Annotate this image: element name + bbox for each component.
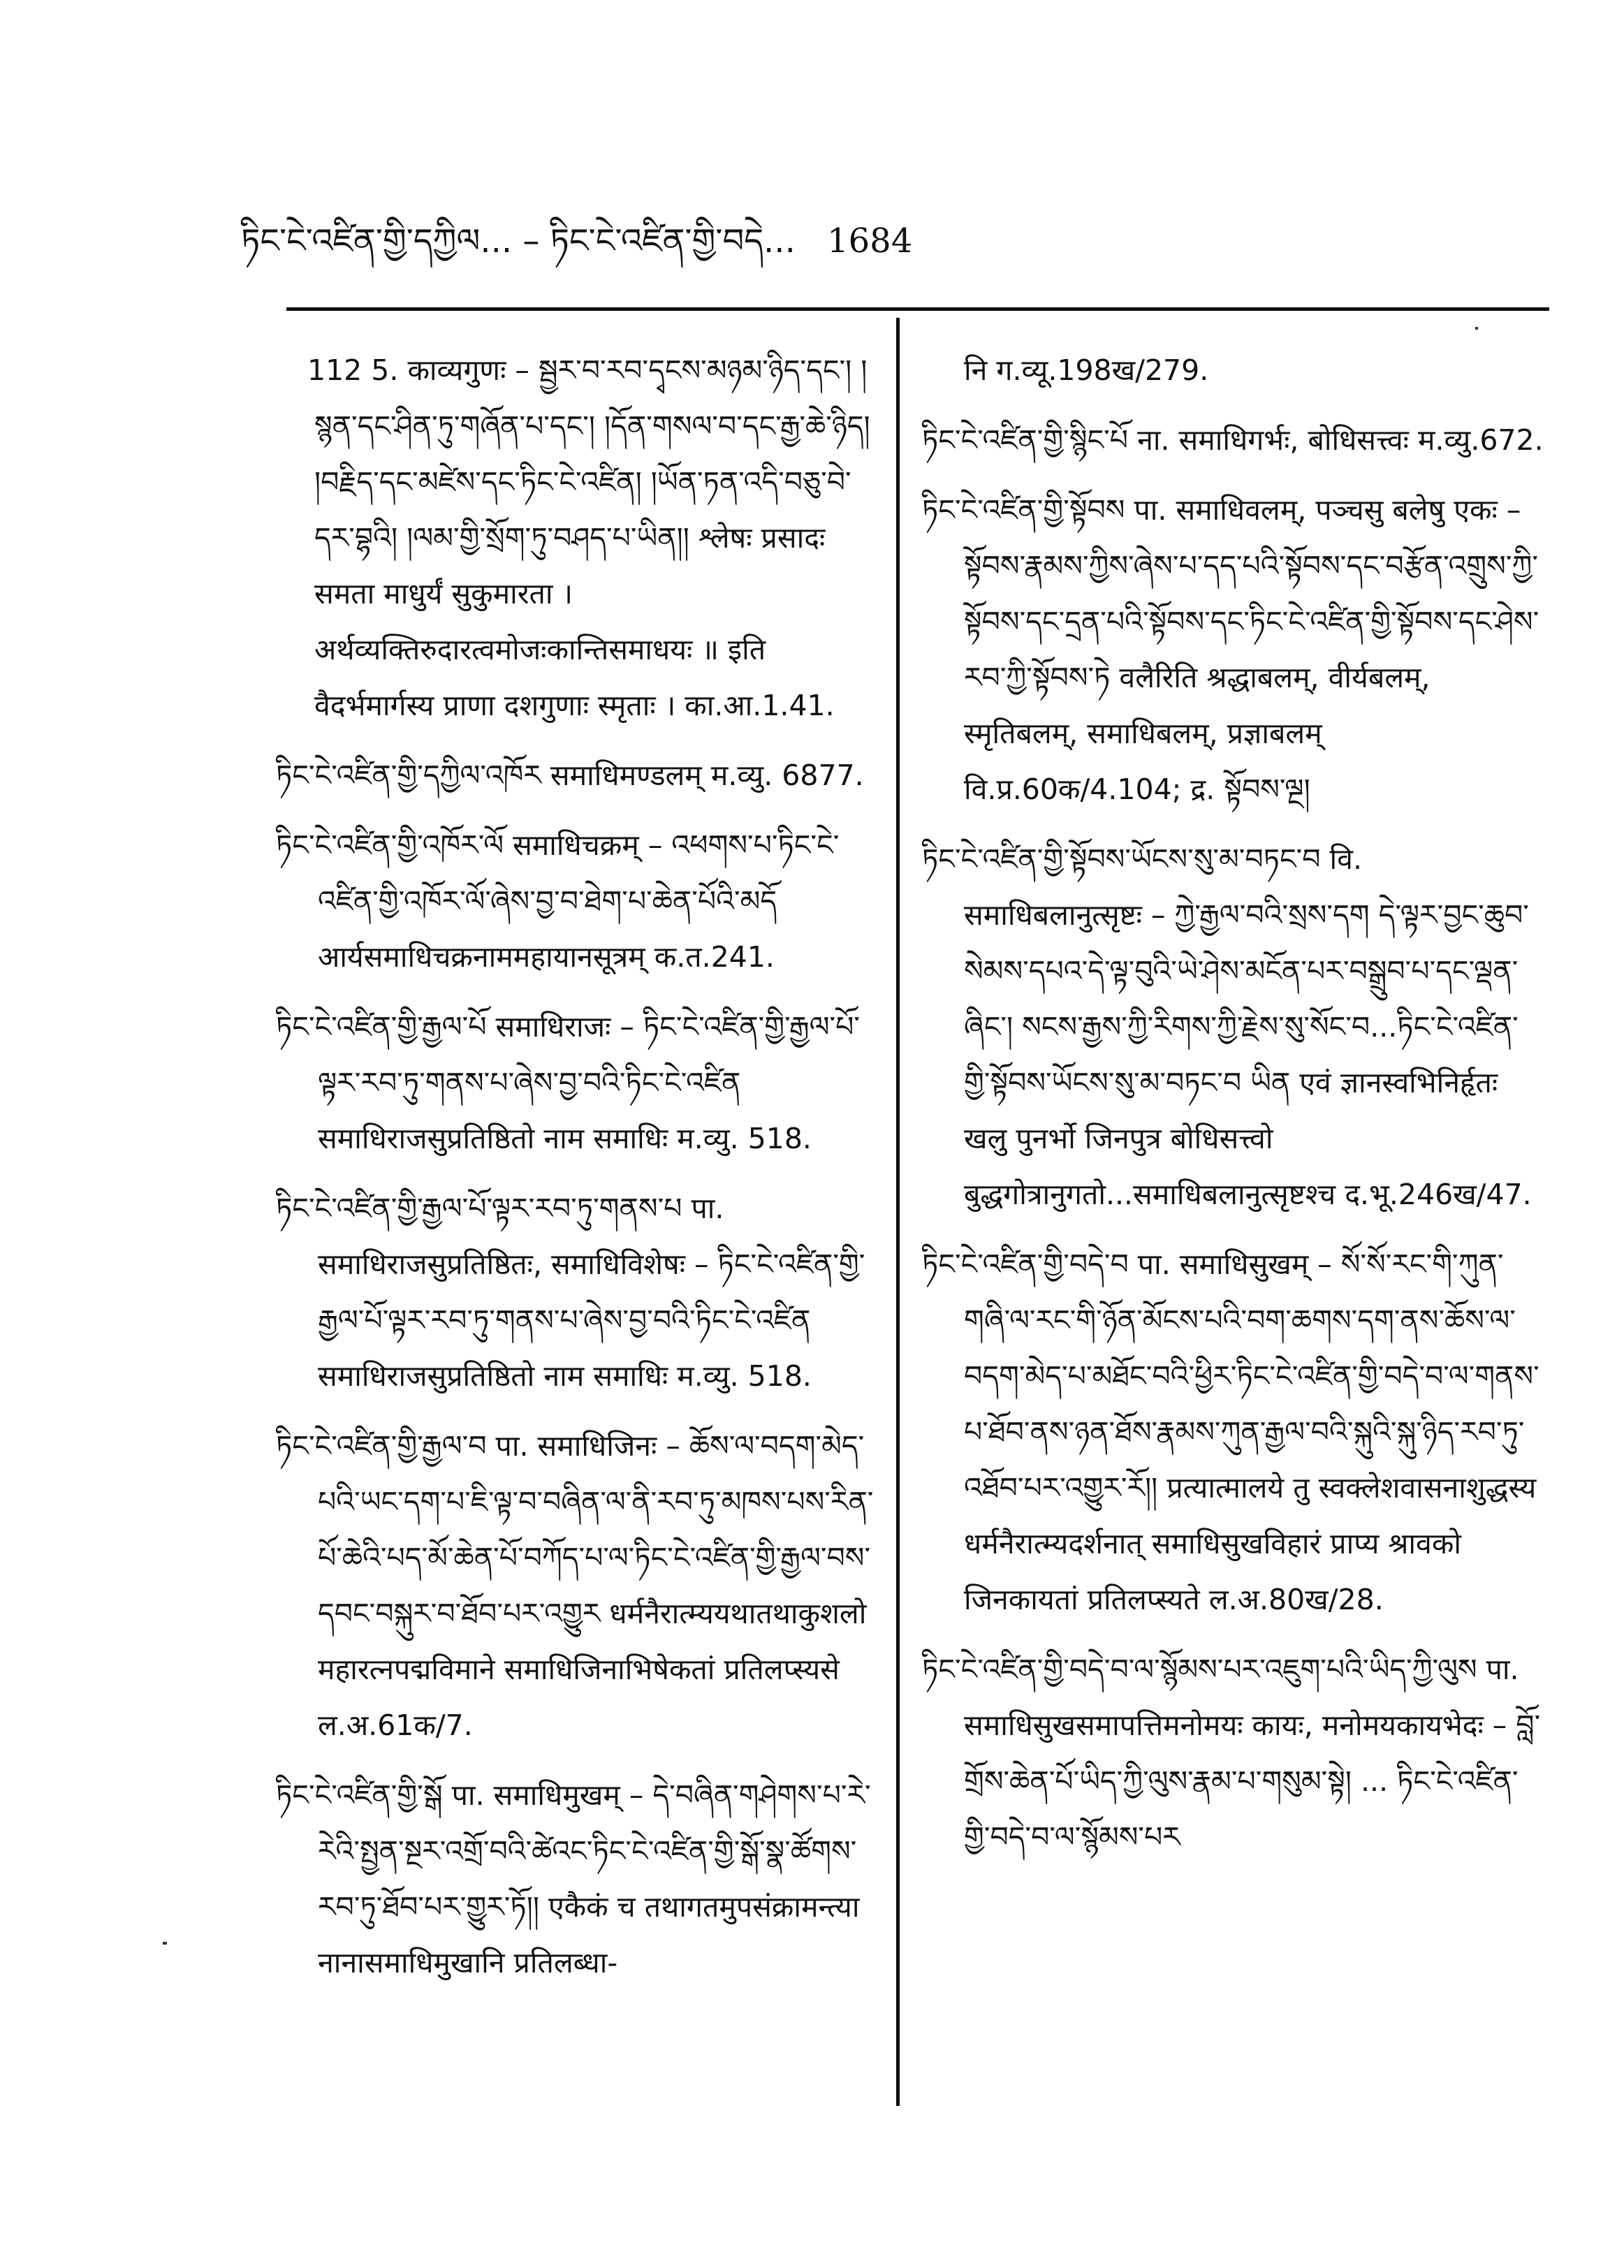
entry: ཏིང་ངེ་འཛིན་གྱི་སྙིང་པོ ना. समाधिगर्भः, बोधिसत्त्वः म.व्यु.672. — [922, 423, 1544, 457]
entry: ཏིང་ངེ་འཛིན་གྱི་རྒྱལ་པོ་ལྟར་རབ་ཏུ་གནས་པ पा. समाधिराजसुप्रतिष्ठितः, समाधिविशेषः – ཏིང་ངེ་འཛིན་གྱི་རྒྱལ་པོ་ལྟར་རབ་ཏུ་གནས་པ་ཞེས་བྱ་བའི་ཏིང་ངེ་འཛིན समाधिराजसुप्रतिष्ठितो नाम समाधिः म.व्यु. 518. — [276, 1192, 865, 1393]
entry: 112 5. काव्यगुणः – སྦྱར་བ་རབ་དྭངས་མཉམ་ཉིད་དང་། །སྙན་དང་ཤིན་ཏུ་གཞོན་པ་དང་། །དོན་གསལ་བ་དང་རྒྱ་ཆེ་ཉིད། །བརྗིད་དང་མཛེས་དང་ཏིང་ངེ་འཛིན། །ཡོན་ཏན་འདི་བཅུ་བེ་དར་བྷའི། །ལམ་གྱི་སྲོག་ཏུ་བཤད་པ་ཡིན།། श्लेषः प्रसादः समता माधुर्यं सुकुमारता । अर्थव्यक्तिरुदारत्वमोजःकान्तिसमाधयः ॥ इति वैदर्भमार्गस्य प्राणा दशगुणाः स्मृताः । का.आ.1.41. — [307, 353, 870, 722]
margin-mark — [163, 1942, 167, 1945]
entry: ཏིང་ངེ་འཛིན་གྱི་བདེ་བ पा. समाधिसुखम् – སོ་སོ་རང་གི་ཀུན་གཞི་ལ་རང་གི་ཉོན་མོངས་པའི་བག་ཆགས་དག་ནས་ཆོས་ལ་བདག་མེད་པ་མཐོང་བའི་ཕྱིར་ཏིང་ངེ་འཛིན་གྱི་བདེ་བ་ལ་གནས་པ་ཐོབ་ནས་ཉན་ཐོས་རྣམས་ཀུན་རྒྱལ་བའི་སྐུའི་སྐུ་ཉིད་རབ་ཏུ་འཐོབ་པར་འགྱུར་རོ།། प्रत्यात्मालये तु स्वक्लेशवासनाशुद्धस्य धर्मनैरात्म्यदर्शनात् समाधिसुखविहारं प्राप्य श्रावको जिनकायतां प्रतिलप्स्यते ल.अ.80ख/28. — [922, 1248, 1539, 1616]
left-column — [276, 342, 877, 2005]
entry: ཏིང་ངེ་འཛིན་གྱི་རྒྱལ་པོ समाधिराजः – ཏིང་ངེ་འཛིན་གྱི་རྒྱལ་པོ་ལྟར་རབ་ཏུ་གནས་པ་ཞེས་བྱ་བའི་ཏིང་ངེ་འཛིན समाधिराजसुप्रतिष्ठितो नाम समाधिः म.व्यु. 518. — [276, 1010, 861, 1155]
entry: ཏིང་ངེ་འཛིན་གྱི་དཀྱིལ་འཁོར समाधिमण्डलम् म.व्यु. 6877. — [276, 759, 864, 792]
column-divider — [896, 318, 900, 2106]
right-column — [922, 342, 1544, 1879]
entry: ཏིང་ངེ་འཛིན་གྱི་རྒྱལ་བ पा. समाधिजिनः – ཆོས་ལ་བདག་མེད་པའི་ཡང་དག་པ་ཇི་ལྟ་བ་བཞིན་ལ་ནི་རབ་ཏུ་མཁས་པས་རིན་པོ་ཆེའི་པད་མོ་ཆེན་པོ་བཀོད་པ་ལ་ཏིང་ངེ་འཛིན་གྱི་རྒྱལ་བས་དབང་བསྐུར་བ་ཐོབ་པར་འགྱུར धर्मनैरात्म्ययथातथाकुशलो महारत्नपद्मविमाने समाधिजिनाभिषेकतां प्रतिलप्स्यसे ल.अ.61क/7. — [276, 1429, 874, 1742]
entry: ཏིང་ངེ་འཛིན་གྱི་སྒོ पा. समाधिमुखम् – དེ་བཞིན་གཤེགས་པ་རེ་རེའི་སྤྱན་སྔར་འགྲོ་བའི་ཚེའང་ཏིང་ངེ་འཛིན་གྱི་སྒོ་སྣ་ཚོགས་རབ་ཏུ་ཐོབ་པར་གྱུར་ཏོ།། एकैकं च तथागतमुपसंक्रामन्त्या नानासमाधिमुखानि प्रतिलब्धा- — [276, 1778, 871, 1980]
entry: ཏིང་ངེ་འཛིན་གྱི་སྟོབས पा. समाधिवलम्, पञ्चसु बलेषु एकः – སྟོབས་རྣམས་ཀྱིས་ཞེས་པ་དད་པའི་སྟོབས་དང་བརྩོན་འགྲུས་ཀྱི་སྟོབས་དང་དྲན་པའི་སྟོབས་དང་ཏིང་ངེ་འཛིན་གྱི་སྟོབས་དང་ཤེས་རབ་ཀྱི་སྟོབས་ཏེ वलैरिति श्रद्धाबलम्, वीर्यबलम्, स्मृतिबलम्, समाधिबलम्, प्रज्ञाबलम् वि.प्र.60क/4.104; द्र. སྟོབས་ལྔ། — [922, 493, 1539, 806]
margin-dot — [1475, 327, 1478, 330]
running-head: ཏིང་ངེ་འཛིན་གྱི་དཀྱིལ... – ཏིང་ངེ་འཛིན་གྱི་བདེ... — [241, 221, 796, 261]
entry: ཏིང་ངེ་འཛིན་གྱི་འཁོར་ལོ समाधिचक्रम् – འཕགས་པ་ཏིང་ངེ་འཛིན་གྱི་འཁོར་ལོ་ཞེས་བྱ་བ་ཐེག་པ་ཆེན་པོའི་མདོ आर्यसमाधिचक्रनाममहायानसूत्रम् क.त.241. — [276, 828, 840, 974]
page-header — [241, 210, 1331, 272]
header-rule — [286, 307, 1549, 311]
entry: ཏིང་ངེ་འཛིན་གྱི་སྟོབས་ཡོངས་སུ་མ་བཏང་བ वि. समाधिबलानुत्सृष्टः – ཀྱེ་རྒྱལ་བའི་སྲས་དག དེ་ལྟར་བྱང་ཆུབ་སེམས་དཔའ་དེ་ལྟ་བུའི་ཡེ་ཤེས་མངོན་པར་བསྒྲུབ་པ་དང་ལྡན་ཞིང་། སངས་རྒྱས་ཀྱི་རིགས་ཀྱི་རྗེས་སུ་སོང་བ...ཏིང་ངེ་འཛིན་གྱི་སྟོབས་ཡོངས་སུ་མ་བཏང་བ ཡིན एवं ज्ञानस्वभिनिर्हृतः खलु पुनर्भो जिनपुत्र बोधिसत्त्वो बुद्धगोत्रानुगतो...समाधिबलानुत्सृष्टश्च द.भू.246ख/47. — [922, 842, 1532, 1211]
page-number: 1684 — [827, 221, 913, 261]
entry-continuation: नि ग.व्यू.198ख/279. — [964, 353, 1209, 387]
entry: ཏིང་ངེ་འཛིན་གྱི་བདེ་བ་ལ་སྙོམས་པར་འཇུག་པའི་ཡིད་ཀྱི་ལུས पा. समाधिसुखसमापत्तिमनोमयः कायः, मनोमयकायभेदः – བློ་གྲོས་ཆེན་པོ་ཡིད་ཀྱི་ལུས་རྣམ་པ་གསུམ་སྟེ། ... ཏིང་ངེ་འཛིན་གྱི་བདེ་བ་ལ་སྙོམས་པར — [922, 1653, 1541, 1854]
